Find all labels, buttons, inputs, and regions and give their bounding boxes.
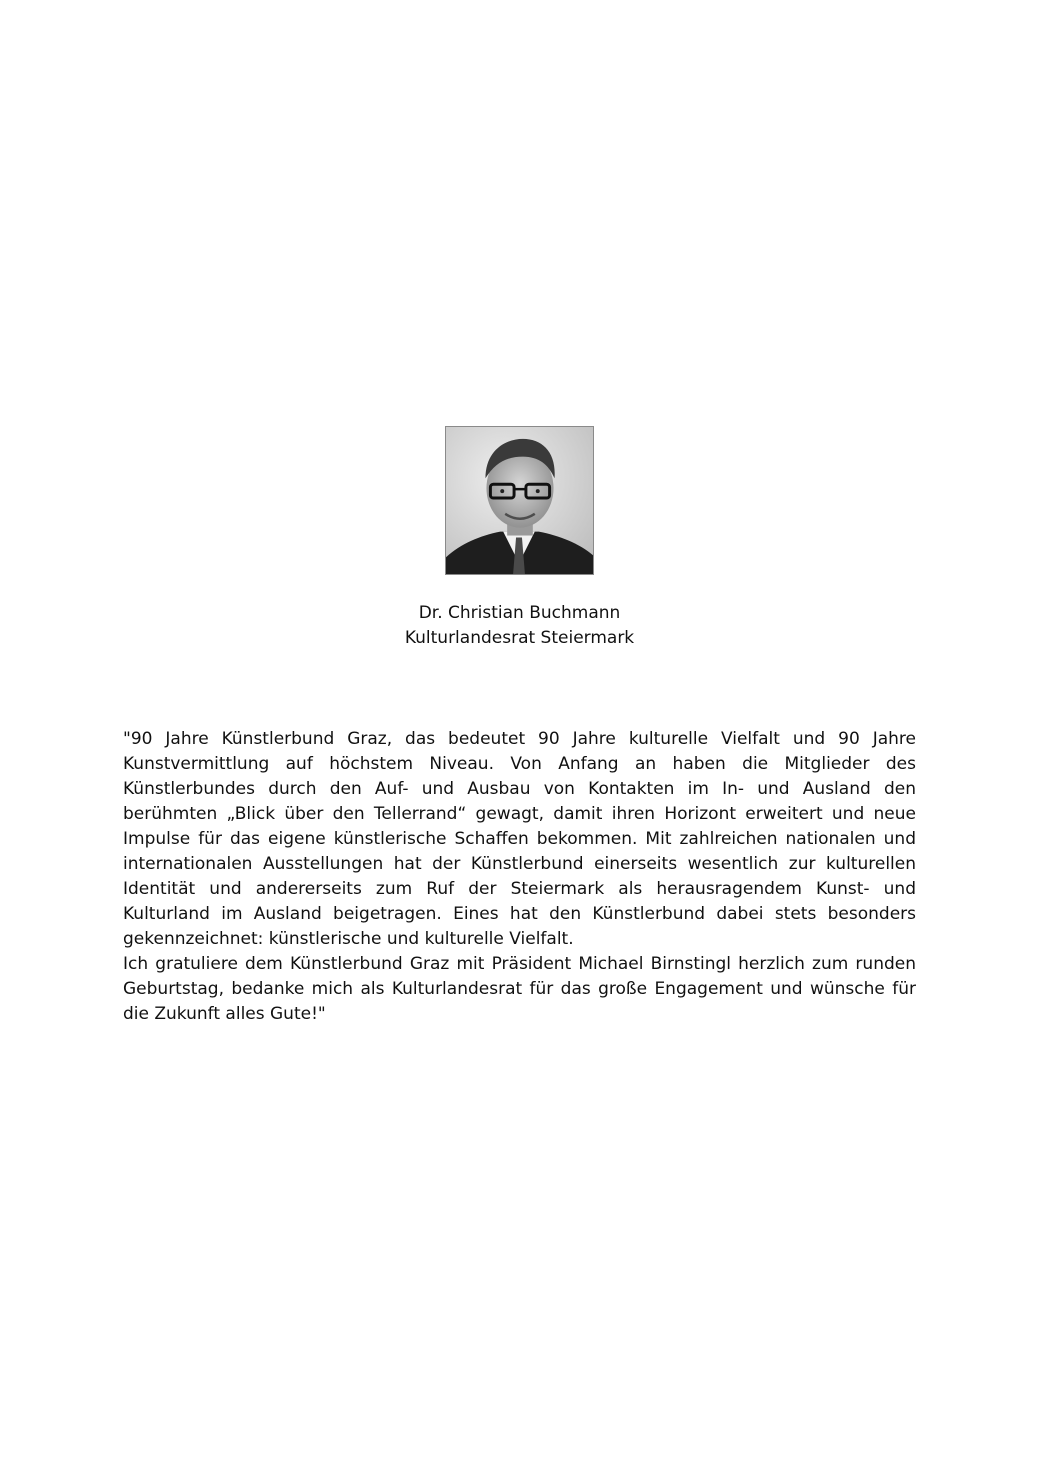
person-title: Kulturlandesrat Steiermark [404, 628, 635, 648]
statement-paragraph-1: "90 Jahre Künstlerbund Graz, das bedeutet 90 Jahre kulturelle Vielfalt und 90 Jahre Kunstvermittlung auf höchstem Niveau. Von Anfang an haben die Mitglieder des Künstlerbundes durch den Auf- und Ausbau von Kontakten im In- und Ausland den berühmten „Blick über den Tellerrand“ gewagt, damit ihren Horizont erweitert und neue Impulse für das eigene künstlerische Schaffen bekommen. Mit zahlreichen nationalen und internationalen Ausstellungen hat der Künstlerbund einerseits wesentlich zur kulturellen Identität und andererseits zum Ruf der Steiermark als herausragendem Kunst- und Kulturland im Ausland beigetragen. Eines hat den Künstlerbund dabei stets besonders gekennzeichnet: künstlerische und kulturelle Vielfalt. [123, 729, 916, 949]
statement-text [123, 727, 916, 1027]
person-name: Dr. Christian Buchmann [418, 603, 621, 623]
portrait-photo [445, 426, 594, 575]
portrait-caption [0, 601, 1039, 651]
portrait-image [446, 427, 593, 574]
statement-paragraph-2: Ich gratuliere dem Künstlerbund Graz mit Präsident Michael Birnstingl herzlich zum runden Geburtstag, bedanke mich als Kulturlandesrat für das große Engagement und wünsche für die Zukunft alles Gute!" [123, 954, 916, 1024]
